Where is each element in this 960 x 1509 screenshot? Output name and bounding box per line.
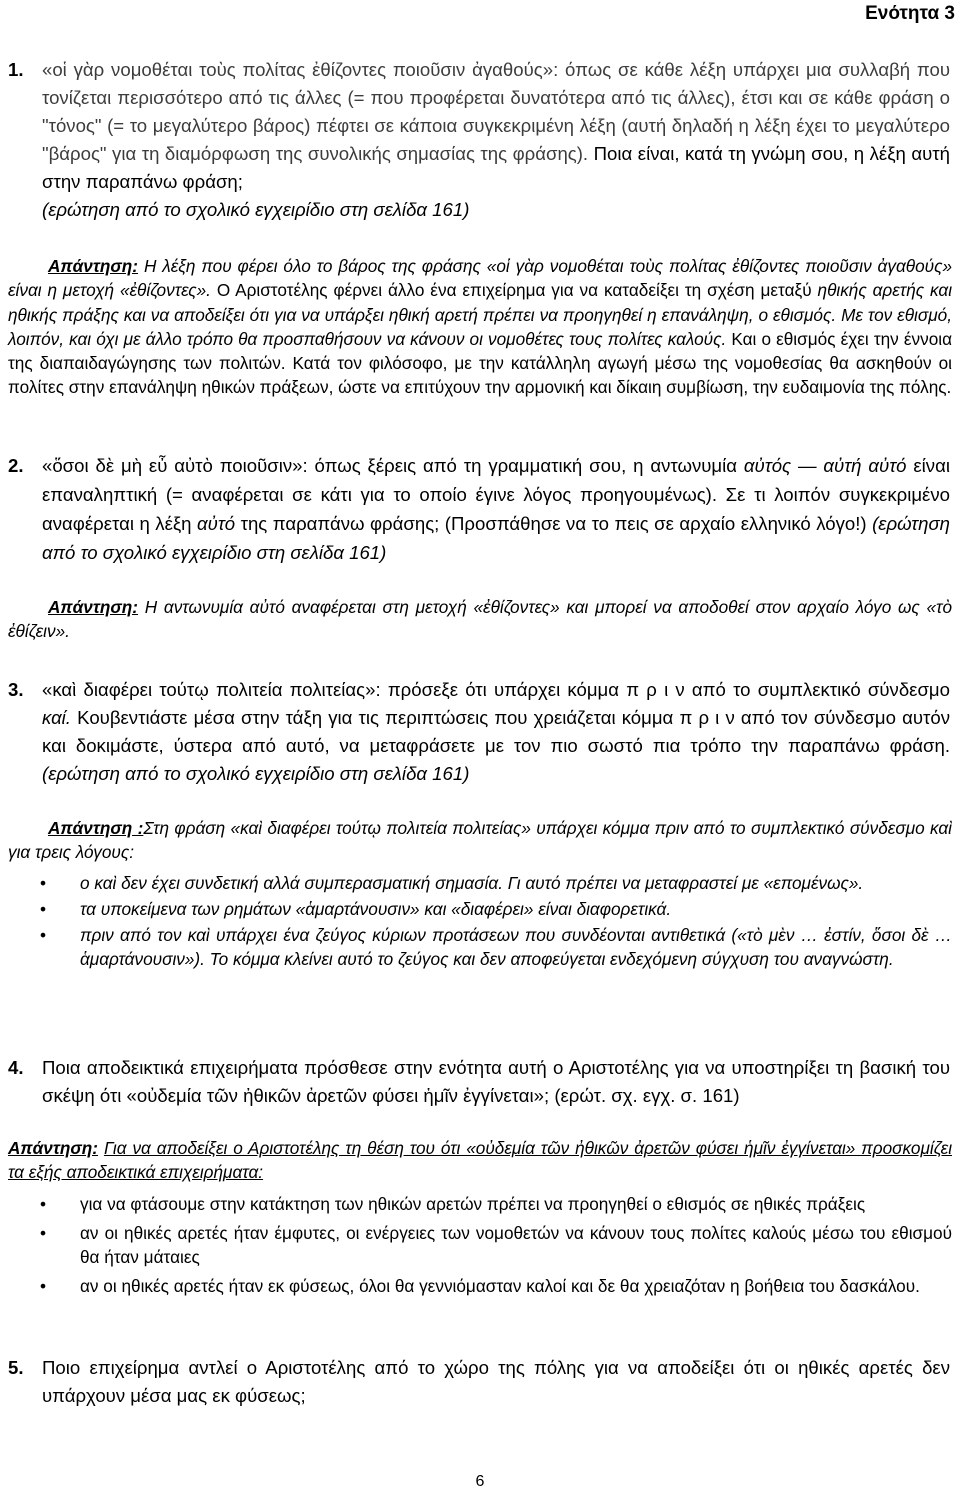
answer-bullet-list	[8, 1192, 952, 1299]
answer-3	[8, 816, 952, 974]
section-header: Ενότητα 3	[865, 3, 955, 24]
answer-text: Η αντωνυμία αὐτό αναφέρεται στη μετοχή «ἐθίζοντες» και μπορεί να αποδοθεί στον αρχαίο λόγο ως «τὸ ἐθίζειν».	[8, 597, 953, 642]
question-intro: «οἱ γὰρ νομοθέται τοὺς πολίτας ἐθίζοντες ποιοῦσιν ἀγαθούς»: όπως σε κάθε λέξη υπάρχει μια συλλαβή που τονίζεται περισσότερο από τις άλλες (= που προφέρεται δυνατότερα από τις άλλες), έτσι και σε κάθε φράση ο "τόνος" (= το μεγαλύτερο βάρος) πέφτει σε κάποια συγκεκριμένη λέξη (αυτή δηλαδή η λέξη έχει το μεγαλύτερο "βάρος" για τη διαμόρφωση της συνολικής σημασίας της φράσης).	[42, 59, 950, 164]
answer-1	[8, 254, 952, 400]
question-number: 5.	[8, 1357, 24, 1378]
question-text-part: «καὶ διαφέρει τούτῳ πολιτεία πολιτείας»: πρόσεξε ότι υπάρχει κόμμα π ρ ι ν από το συμπλεκτικό σύνδεσμο	[42, 679, 950, 700]
list-item: • για να φτάσουμε στην κατάκτηση των ηθικών αρετών πρέπει να προηγηθεί ο εθισμός σε ηθικές πράξεις	[8, 1192, 952, 1216]
answer-lead: Για να αποδείξει ο Αριστοτέλης τη θέση του ότι «οὐδεμία τῶν ἠθικῶν ἀρετῶν φύσει ἡμῖν ἐγγίνεται» προσκομίζει τα εξής αποδεικτικά επιχειρήματα:	[8, 1138, 953, 1183]
question-term: καί.	[42, 707, 71, 728]
answer-label: Απάντηση:	[48, 597, 139, 617]
list-item: • πριν από τον καὶ υπάρχει ένα ζεύγος κύριων προτάσεων που συνδέονται αντιθετικά («τὸ μὲν … ἐστίν, ὅσοι δὲ … ἁμαρτάνουσιν»). Το κόμμα κλείνει αυτό το ζεύγος και δεν αποφεύγεται ενδεχόμενη σύγχυση του αναγνώστη.	[8, 923, 952, 972]
answer-paragraph	[8, 1136, 952, 1185]
question-number: 2.	[8, 455, 24, 476]
question-2	[8, 451, 950, 567]
question-text: Ποιο επιχείρημα αντλεί ο Αριστοτέλης από το χώρο της πόλης για να αποδείξει ότι οι ηθικές αρετές δεν υπάρχουν μέσα μας εκ φύσεως;	[42, 1357, 950, 1406]
answer-text-part: Και ο εθισμός έχει την έννοια της διαπαιδαγώγησης των πολιτών. Κατά τον φιλόσοφο, με την κατάλληλη αγωγή μέσω της νομοθεσίας θα ασκηθούν οι πολίτες στην επανάληψη ηθικών πράξεων, ώστε να επιτύχουν την αρμονική και δίκαιη συμβίωση, την ευδαιμονία της πόλης.	[8, 328, 953, 398]
question-text: Ποια αποδεικτικά επιχειρήματα πρόσθεσε στην ενότητα αυτή ο Αριστοτέλης για να υποστηρίξει τη βασική του σκέψη ότι «οὐδεμία τῶν ἠθικῶν ἀρετῶν φύσει ἡμῖν ἐγγίνεται»; (ερώτ. σχ. εγχ. σ. 161)	[42, 1057, 950, 1106]
answer-label: Απάντηση :	[48, 818, 144, 838]
question-text-part: Κουβεντιάστε μέσα στην τάξη για τις περιπτώσεις που χρειάζεται κόμμα π ρ ι ν από τον σύνδεσμο αυτόν και δοκιμάστε, ύστερα από αυτό, να μεταφράσετε με τον πιο σωστό πια τρόπο την παραπάνω φράση.	[42, 707, 950, 756]
question-5	[8, 1354, 950, 1410]
question-term: αὐτό	[868, 455, 907, 476]
answer-lead: Στη φράση «καὶ διαφέρει τούτῳ πολιτεία πολιτείας» υπάρχει κόμμα πριν από το συμπλεκτικό σύνδεσμο καὶ για τρεις λόγους:	[8, 818, 953, 863]
answer-paragraph	[8, 595, 952, 644]
list-item: • αν οι ηθικές αρετές ήταν έμφυτες, οι ενέργειες των νομοθετών να κάνουν τους πολίτες καλούς μέσω του εθισμού θα ήταν μάταιες	[8, 1221, 952, 1270]
question-1	[8, 56, 950, 224]
answer-text-part: ηθικής αρετής και ηθικής πράξης και να αποδείξει ότι για να υπάρξει ηθική αρετή πρέπει να προηγηθεί η επανάληψη, ο εθισμός. Με τον εθισμό, λοιπόν, και όχι με άλλο τρόπο θα προσπαθήσουν να κάνουν οι νομοθέτες τους πολίτες καλούς.	[8, 280, 953, 349]
list-item: • ο καὶ δεν έχει συνδετική αλλά συμπερασματική σημασία. Γι αυτό πρέπει να μεταφραστεί με «επομένως».	[8, 871, 952, 895]
question-source: (ερώτηση από το σχολικό εγχειρίδιο στη σελίδα 161)	[42, 513, 950, 563]
question-text-part: της παραπάνω φράσης; (Προσπάθησε να το πεις σε αρχαίο ελληνικό λόγο!)	[240, 513, 867, 534]
page-number: 6	[475, 1473, 485, 1490]
answer-text-part: Ο Αριστοτέλης φέρνει άλλο ένα επιχείρημα για να καταδείξει τη σχέση μεταξύ	[216, 280, 812, 301]
list-item: • αν οι ηθικές αρετές ήταν εκ φύσεως, όλοι θα γεννιόμασταν καλοί και δε θα χρειαζόταν η βοήθεια του δασκάλου.	[8, 1274, 952, 1298]
question-term: αὐτός — αὐτή	[743, 455, 862, 476]
question-term: αὐτό	[197, 513, 236, 534]
question-number: 1.	[8, 59, 24, 80]
question-3	[8, 676, 950, 788]
question-number: 4.	[8, 1057, 24, 1078]
answer-text-part: Η λέξη που φέρει όλο το βάρος της φράσης «οἱ γὰρ νομοθέται τοὺς πολίτας ἐθίζοντες ποιοῦσιν ἀγαθούς» είναι η μετοχή «ἐθίζοντες».	[8, 256, 953, 301]
question-source: (ερώτηση από το σχολικό εγχειρίδιο στη σελίδα 161)	[42, 763, 470, 784]
question-text-part: «ὅσοι δὲ μὴ εὖ αὐτὸ ποιοῦσιν»: όπως ξέρεις από τη γραμματική σου, η αντωνυμία	[42, 455, 738, 476]
question-source: (ερώτηση από το σχολικό εγχειρίδιο στη σελίδα 161)	[42, 199, 470, 220]
answer-label: Απάντηση:	[8, 1138, 99, 1158]
answer-4	[8, 1136, 952, 1304]
question-4	[8, 1054, 950, 1110]
answer-paragraph	[8, 254, 952, 400]
answer-paragraph	[8, 816, 952, 865]
answer-bullet-list	[8, 871, 952, 972]
question-text: Ποια είναι, κατά τη γνώμη σου, η λέξη αυτή στην παραπάνω φράση;	[42, 143, 950, 192]
answer-2	[8, 595, 952, 644]
question-text-part: είναι επαναληπτική (= αναφέρεται σε κάτι για το οποίο έγινε λόγος προηγουμένως). Σε τι λοιπόν συγκεκριμένο αναφέρεται η λέξη	[42, 455, 950, 534]
answer-label: Απάντηση:	[48, 256, 139, 276]
question-number: 3.	[8, 679, 24, 700]
list-item: • τα υποκείμενα των ρημάτων «ἁμαρτάνουσιν» και «διαφέρει» είναι διαφορετικά.	[8, 897, 952, 921]
